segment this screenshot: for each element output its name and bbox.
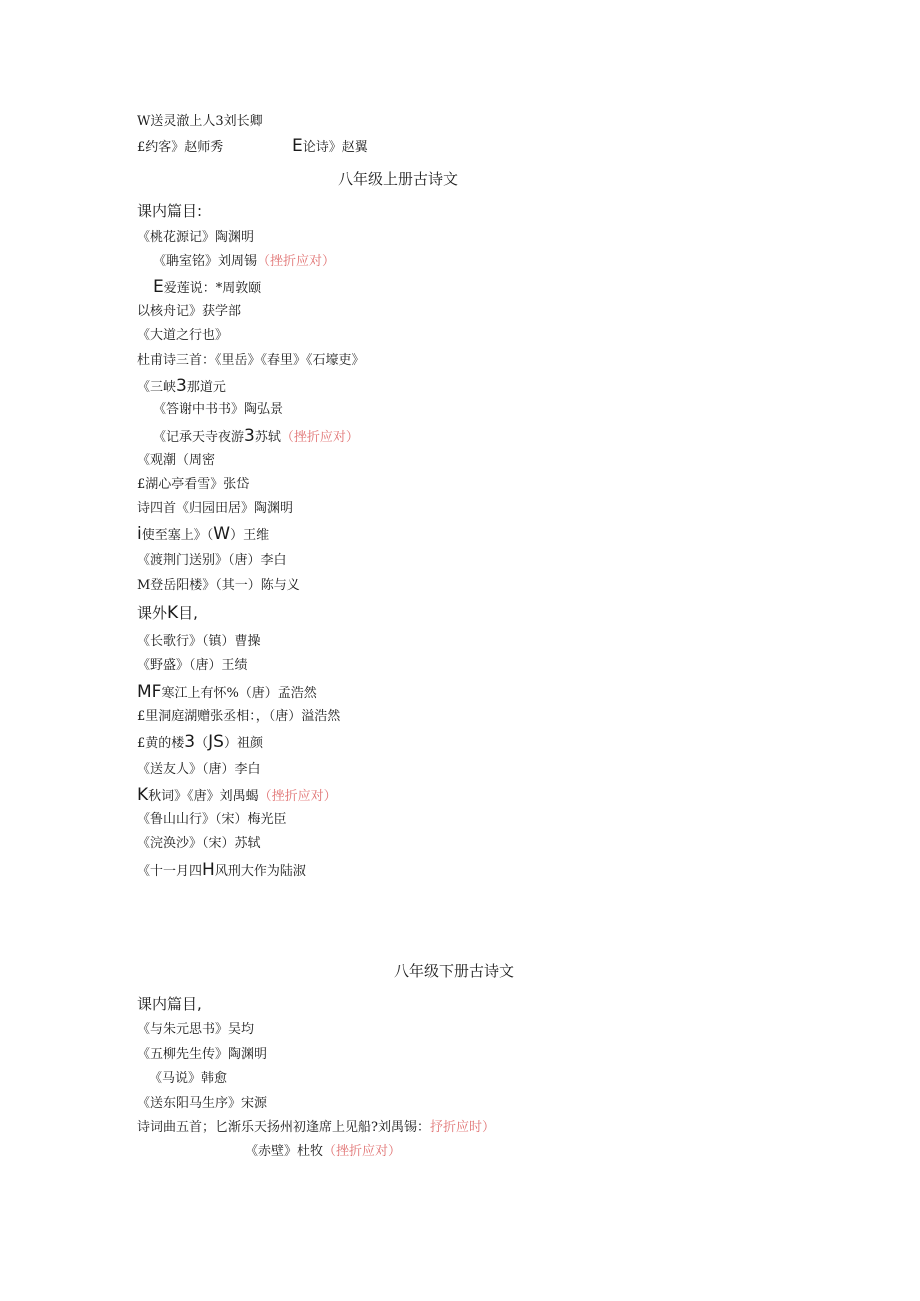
list-item: £里洞庭湖赠张丞相：，（唐）溢浩然: [137, 709, 341, 724]
list-item: MF寒江上有怀%（唐）孟浩然: [137, 682, 317, 702]
list-item: 《记承天寺夜游3苏轼（挫折应对）: [153, 426, 359, 446]
in-class-heading-lower: 课内篇目,: [137, 995, 202, 1013]
list-item: 《桃花源记》陶渊明: [137, 230, 255, 245]
poem-line: W送灵澈上人3刘长卿: [137, 114, 263, 129]
list-item: 《野盛》（唐）王绩: [137, 658, 248, 673]
list-item: 诗词曲五首；匕渐乐天扬州初逢席上见船?刘禺锡：抒折应时）: [137, 1120, 495, 1135]
list-item: £黄的楼3（JS）祖颜: [137, 732, 263, 752]
list-item: 诗四首《归园田居》陶渊明: [137, 501, 294, 516]
list-item: 《浣涣沙》（宋）苏轼: [137, 836, 261, 851]
section-title-lower: 八年级下册古诗文: [394, 962, 515, 980]
list-item: 《送友人》（唐）李白: [137, 762, 261, 777]
list-item: i使至塞上》（W）王维: [137, 524, 270, 544]
list-item: 《大道之行也》: [137, 328, 229, 343]
list-item: M登岳阳楼》（其一）陈与义: [137, 578, 300, 593]
list-item: 《聃室铭》刘周锡（挫折应对）: [153, 254, 336, 269]
list-item: 《与朱元思书》吴均: [137, 1022, 255, 1037]
list-item: 以核舟记》获学部: [137, 304, 242, 319]
list-item: 《渡荆门送别》（唐）李白: [137, 553, 287, 568]
list-item: 《十一月四H风刑大作为陆淑: [137, 860, 306, 880]
list-item: 《送东阳马生序》宋源: [137, 1096, 268, 1111]
list-item: E爱莲说：*周敦颐: [153, 277, 262, 297]
poem-line: £约客》赵师秀: [137, 140, 224, 155]
list-item: 《马说》韩愈: [149, 1071, 228, 1086]
list-item: 《鲁山山行》（宋）梅光臣: [137, 812, 287, 827]
list-item: £湖心亭看雪》张岱: [137, 477, 250, 492]
list-item: 《赤壁》杜牧（挫折应对）: [245, 1144, 402, 1159]
list-item: 《答谢中书书》陶弘景: [153, 402, 284, 417]
section-title-upper: 八年级上册古诗文: [338, 170, 459, 188]
list-item: 杜甫诗三首：《里岳》《春里》《石壕吏》: [137, 353, 365, 368]
poem-line: E论诗》赵翼: [292, 136, 368, 156]
in-class-heading-upper: 课内篇目:: [137, 202, 203, 220]
list-item: K秋词》《唐》刘禺蝎（挫折应对）: [137, 785, 337, 805]
list-item: 《三峡3那道元: [137, 376, 226, 396]
list-item: 《观潮（周密: [137, 453, 216, 468]
list-item: 《五柳先生传》陶渊明: [137, 1047, 268, 1062]
extra-heading-upper: 课外K目,: [137, 603, 198, 623]
list-item: 《长歌行》（镇）曹操: [137, 634, 261, 649]
